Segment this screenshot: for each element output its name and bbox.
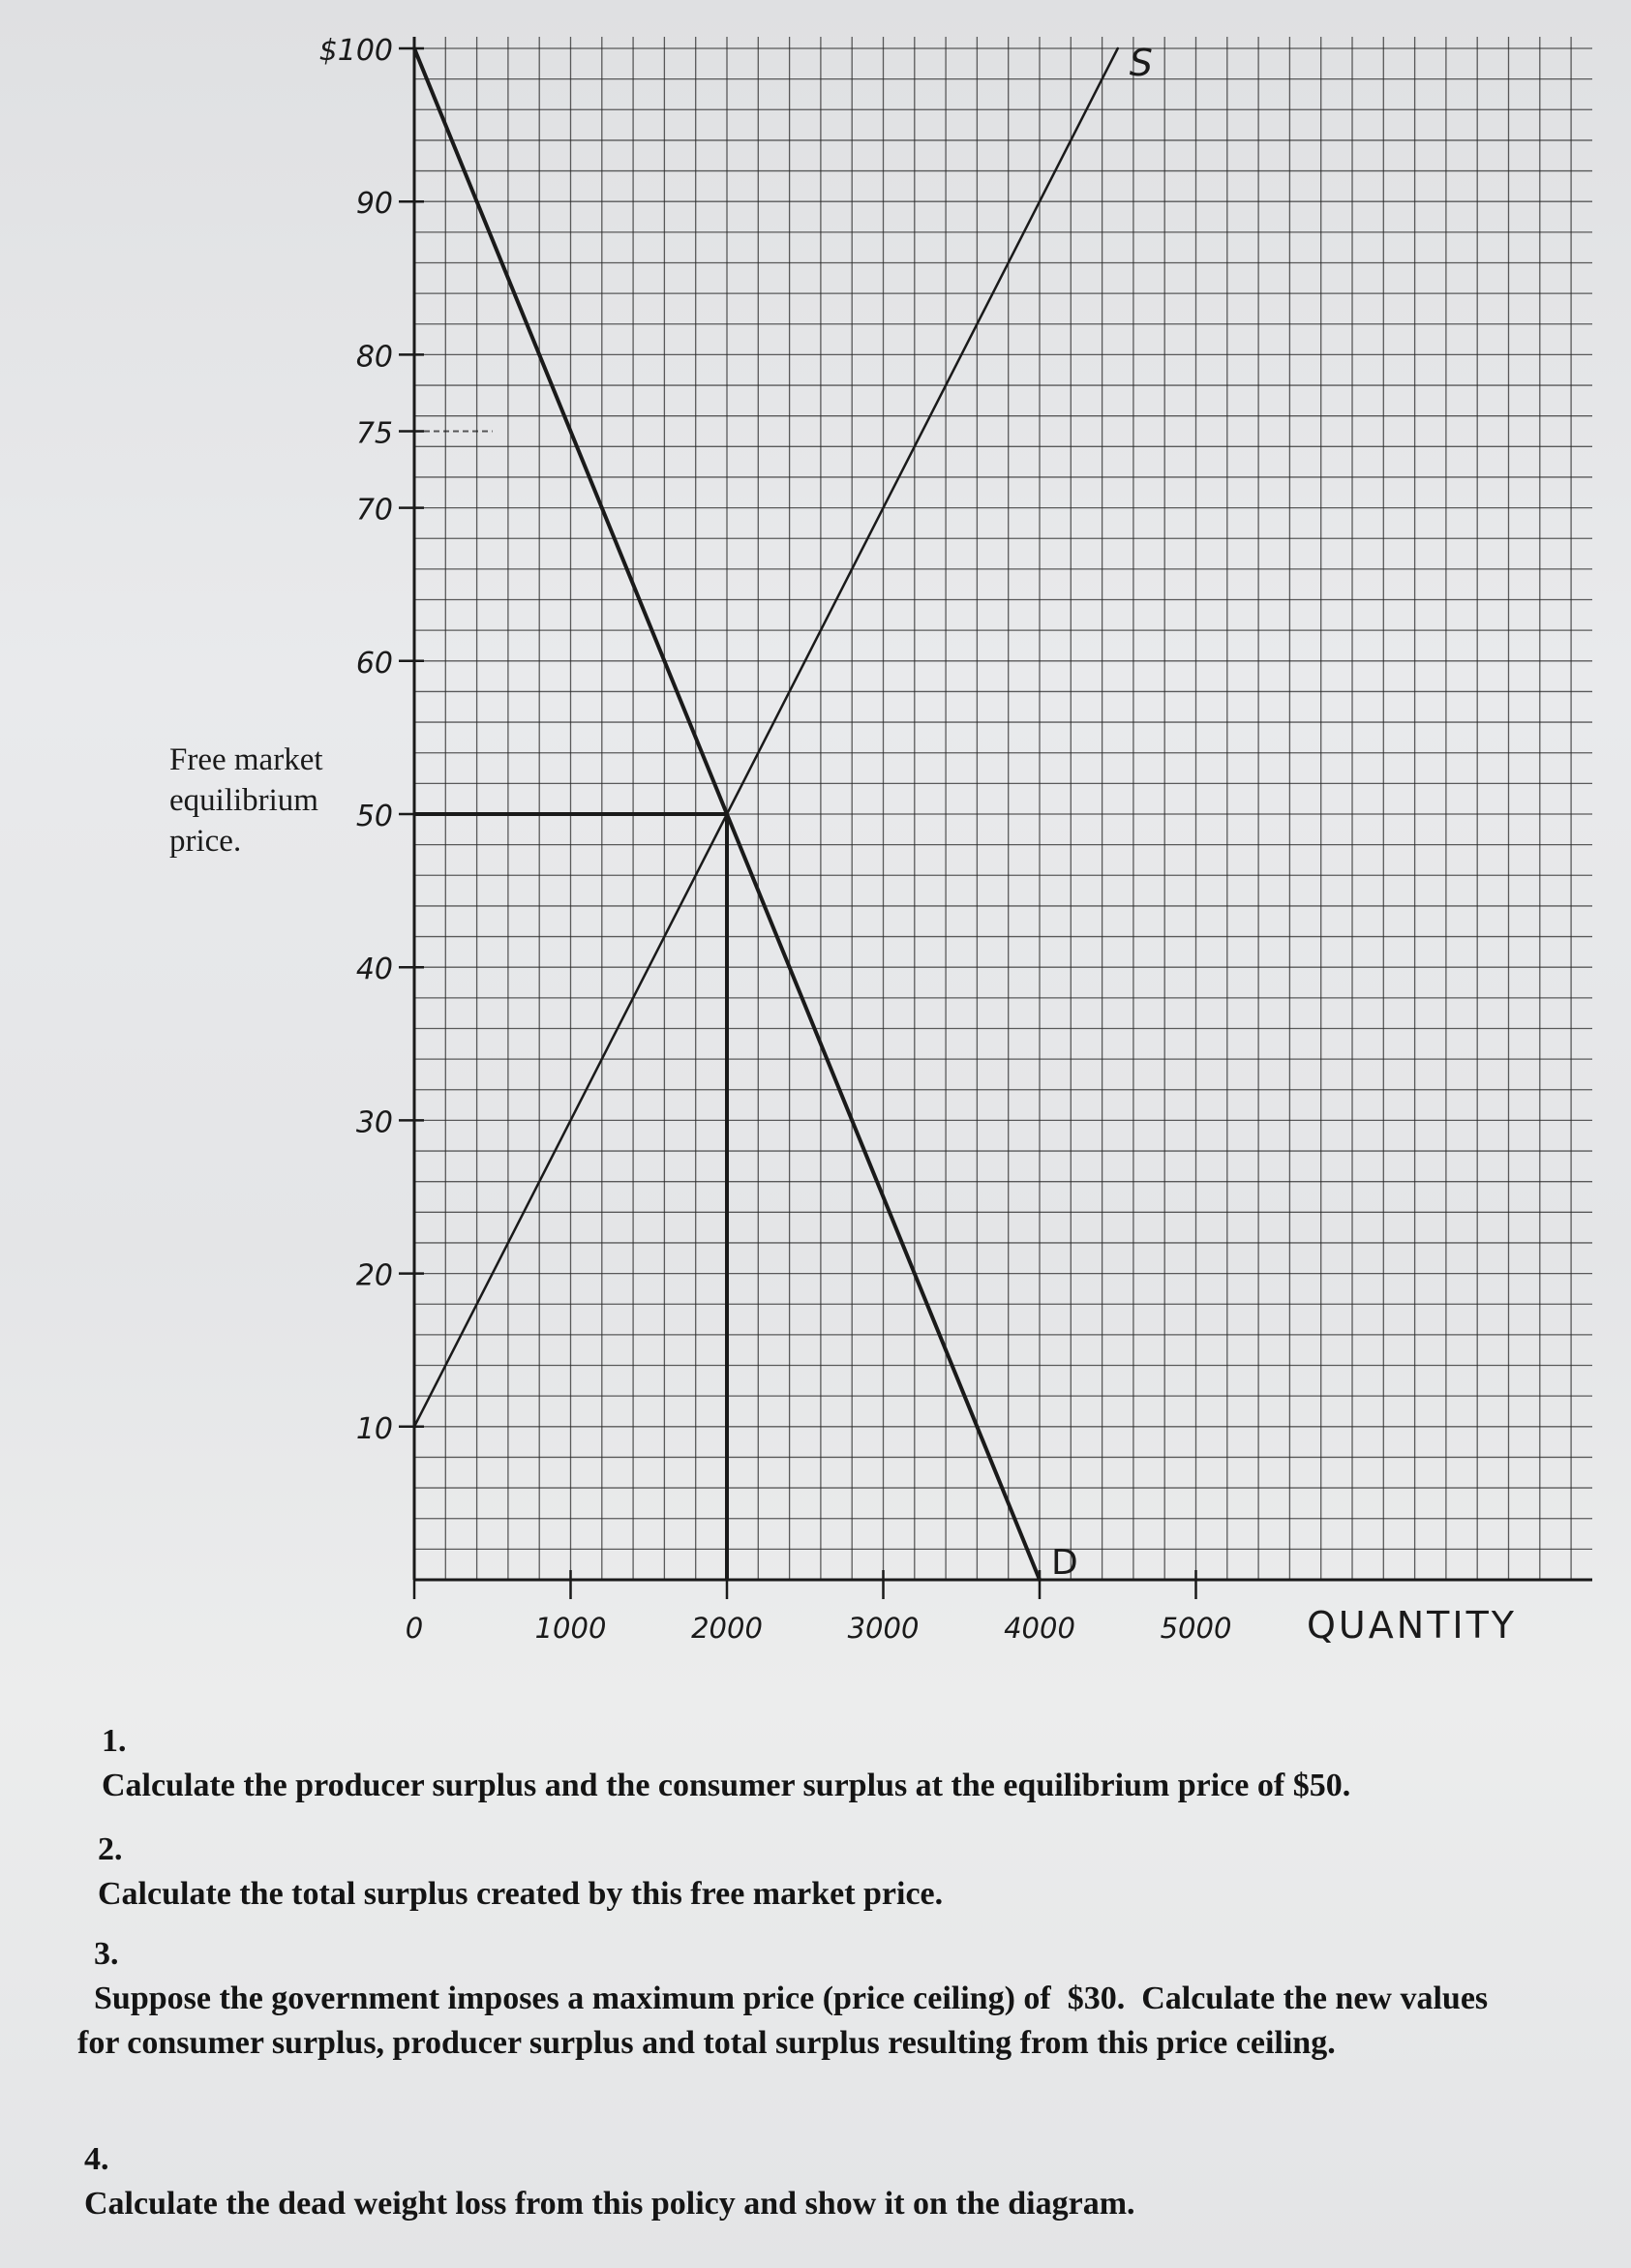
equilibrium-label-line1: Free market <box>169 742 323 777</box>
question-2-text: Calculate the total surplus created by this free market price. <box>98 1876 944 1912</box>
demand-label: D <box>1051 1543 1078 1583</box>
y-tick-label: 10 <box>355 1411 393 1446</box>
y-tick-label: 80 <box>355 340 393 375</box>
x-axis-label: QUANTITY <box>1307 1604 1517 1647</box>
y-tick-label: $100 <box>318 34 393 68</box>
chart-labels <box>319 34 1517 1647</box>
question-1-number: 1. <box>102 1723 127 1759</box>
y-tick-label: 50 <box>355 800 393 833</box>
x-tick-label: 3000 <box>847 1612 920 1645</box>
x-tick-label: 1000 <box>534 1612 607 1645</box>
question-3 <box>77 1888 1529 2066</box>
question-4 <box>68 2093 1539 2226</box>
question-3-text: Suppose the government imposes a maximum price (price ceiling) of $30. Calculate the new values for consumer surplus, producer surplus and total surplus resulting from this price ceiling. <box>77 1981 1496 2061</box>
y-tick-label: 75 <box>355 416 393 451</box>
y-tick-label: 20 <box>355 1258 393 1293</box>
x-tick-label: 5000 <box>1160 1612 1232 1645</box>
x-tick-label: 0 <box>405 1612 424 1645</box>
y-tick-label: 70 <box>355 493 393 528</box>
supply-curve <box>414 48 1118 1427</box>
question-2-number: 2. <box>98 1831 123 1867</box>
question-4-text: Calculate the dead weight loss from this policy and show it on the diagram. <box>84 2186 1135 2222</box>
equilibrium-label-line2: equilibrium <box>169 783 318 818</box>
y-tick-label: 60 <box>355 646 393 680</box>
x-tick-label: 4000 <box>1004 1612 1075 1645</box>
question-3-number: 3. <box>94 1936 119 1972</box>
y-tick-label: 90 <box>355 187 393 222</box>
question-4-number: 4. <box>84 2141 109 2177</box>
y-tick-label: 40 <box>355 953 393 987</box>
chart-grid <box>414 37 1592 1580</box>
supply-label: S <box>1129 42 1153 84</box>
y-tick-label: 30 <box>355 1105 393 1140</box>
equilibrium-label-line3: price. <box>169 824 242 859</box>
question-1-text: Calculate the producer surplus and the consumer surplus at the equilibrium price of $50. <box>102 1768 1351 1803</box>
x-tick-label: 2000 <box>691 1612 763 1645</box>
